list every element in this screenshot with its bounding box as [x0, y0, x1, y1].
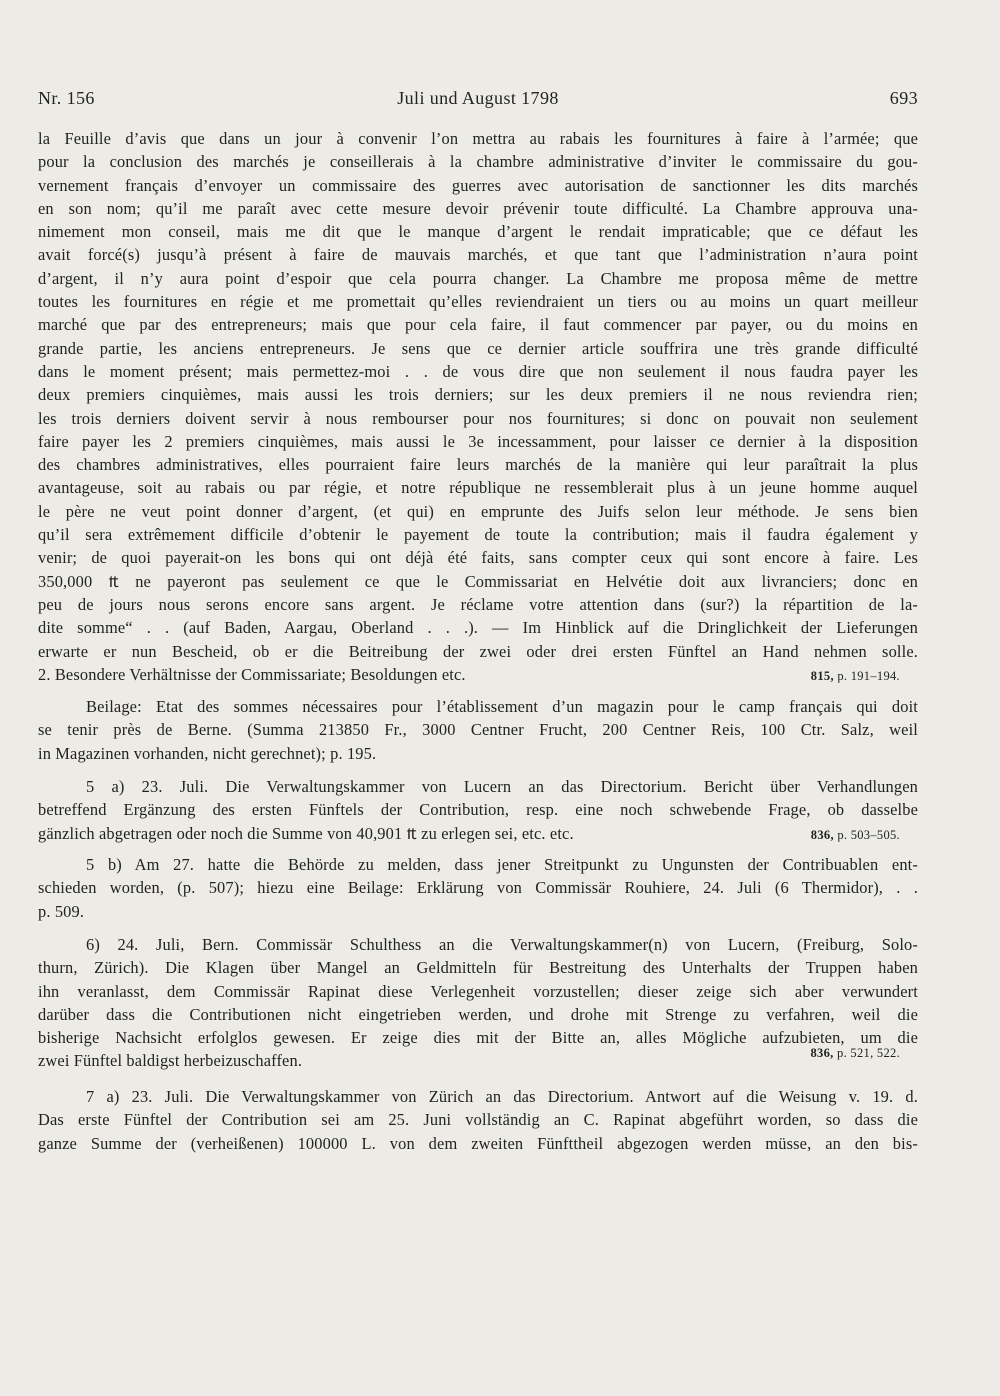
text-line: Das erste Fünftel der Contribution sei am 25. Juni vollständig an C. Rapinat abgeführt worden, so dass die: [38, 1110, 918, 1130]
text-line: dans le moment présent; mais permettez-moi . . de vous dire que non seulement il nous faudra payer les: [38, 361, 918, 381]
source-reference: [811, 1042, 901, 1065]
entry-5b: [38, 853, 918, 923]
text-line: 7 a) 23. Juli. Die Verwaltungskammer von Zürich an das Directorium. Antwort auf die Weisung v. 19. d.: [86, 1087, 918, 1106]
reference-pages: p. 503–505.: [837, 827, 900, 842]
text-line: la Feuille d’avis que dans un jour à convenir l’on mettra au rabais les fournitures à faire à l’armée; que: [38, 129, 918, 148]
text-line: se tenir près de Berne. (Summa 213850 Fr., 3000 Centner Frucht, 200 Centner Reis, 100 Ctr. Salz, weil: [38, 720, 918, 740]
text-line: gänzlich abgetragen oder noch die Summe von 40,901 ₶ zu erlegen sei, etc. etc.: [38, 823, 574, 843]
text-line: 350,000 ₶ ne payeront pas seulement ce que le Commissariat en Helvétie doit aux livranciers; donc en: [38, 571, 918, 591]
text-line: 2. Besondere Verhältnisse der Commissariate; Besoldungen etc.: [38, 664, 466, 684]
source-reference: [811, 824, 900, 847]
text-line: 5 b) Am 27. hatte die Behörde zu melden, dass jener Streitpunkt zu Ungunsten der Contribuablen ent-: [86, 855, 918, 874]
text-line: faire payer les 2 premiers cinquièmes, mais aussi le 3e incessamment, pour laisser ce dernier à la disposition: [38, 431, 918, 451]
text-line: d’argent, il n’y aura point d’espoir que cela pourra changer. La Chambre me proposa même de mettre: [38, 268, 918, 288]
document-number: Nr. 156: [38, 88, 95, 108]
text-line: avait forcé(s) jusqu’à présent à faire de mauvais marchés, et que tant que l’administration n’aura point: [38, 245, 918, 265]
text-line: venir; de quoi payerait-on les bons qui ont déjà été faits, sans compter ceux qui sont encore à faire. Les: [38, 548, 918, 568]
text-line: nimement mon conseil, mais me dit que le manque d’argent le rendait impraticable; que ce défaut les: [38, 222, 918, 242]
text-line: darüber dass die Contributionen nicht eingetrieben werden, und drohe mit Strenge zu verfahren, weil die: [38, 1004, 918, 1024]
entry-7a: [38, 1085, 918, 1155]
text-line: peu de jours nous serons encore sans argent. Je réclame votre attention dans (sur?) la répartition de la-: [38, 594, 918, 614]
text-line: 6) 24. Juli, Bern. Commissär Schulthess an die Verwaltungskammer(n) von Lucern, (Freiburg, Solo-: [86, 935, 918, 954]
text-line-with-reference: [38, 822, 918, 845]
text-line: thurn, Zürich). Die Klagen über Mangel an Geldmitteln für Bestreitung des Unterhalts der Truppen haben: [38, 958, 918, 978]
text-line: schieden worden, (p. 507); hiezu eine Beilage: Erklärung von Commissär Rouhiere, 24. Juli (6 Thermidor), . .: [38, 878, 918, 898]
text-line: zwei Fünftel baldigst herbeizuschaffen.: [38, 1051, 303, 1071]
text-line: Beilage: Etat des sommes nécessaires pour l’établissement d’un magazin pour le camp français qui doit: [86, 697, 918, 716]
text-line: grande partie, les anciens entrepreneurs. Je sens que ce dernier article souffrira une très grande difficulté: [38, 338, 918, 358]
page-number: 693: [889, 88, 918, 108]
text-line: vernement français d’envoyer un commissaire des guerres avec autorisation de sanctionner les dits marchés: [38, 175, 918, 195]
text-line: 5 a) 23. Juli. Die Verwaltungskammer von Lucern an das Directorium. Bericht über Verhandlungen: [86, 777, 918, 796]
text-line: dite somme“ . . (auf Baden, Aargau, Oberland . . .). — Im Hinblick auf die Dringlichkeit der Lieferungen: [38, 618, 918, 638]
text-line: marché que par des entrepreneurs; mais que pour cela faire, il faut commencer par payer, ou du moins en: [38, 315, 918, 335]
main-paragraph: [38, 127, 918, 686]
text-line: le père ne veut point donner d’argent, (et qui) en emprunte des Juifs selon leur méthode. Je sens bien: [38, 501, 918, 521]
running-title: Juli und August 1798: [397, 88, 559, 108]
entry-5a: [38, 775, 918, 845]
text-line: toutes les fournitures en régie et me promettait qu’elles reviendraient un tiers ou au moins un quart meilleur: [38, 292, 918, 312]
reference-number: 815,: [810, 668, 834, 683]
text-line: ihn veranlasst, dem Commissär Rapinat diese Verlegenheit vorzustellen; dieser zeige sich aber verwundert: [38, 981, 918, 1001]
text-line: in Magazinen vorhanden, nicht gerechnet); p. 195.: [38, 743, 377, 763]
reference-pages: p. 521, 522.: [837, 1046, 900, 1061]
text-line: erwarte er nun Bescheid, ob er die Beitreibung der zwei oder drei ersten Fünftel an Hand nehmen solle.: [38, 641, 918, 661]
page-header: [38, 88, 918, 118]
text-line: des chambres administratives, elles pourraient faire leurs marchés de la manière qui leur paraîtrait la plus: [38, 455, 918, 475]
text-line: en son nom; qu’il me paraît avec cette mesure devoir prévenir toute difficulté. La Chambre approuva una-: [38, 198, 918, 218]
entry-6: [38, 933, 918, 1073]
reference-pages: p. 191–194.: [837, 668, 900, 683]
text-line-with-reference: [38, 1046, 918, 1072]
source-reference: [811, 665, 900, 688]
text-line: p. 509.: [38, 901, 85, 921]
reference-number: 836,: [810, 827, 834, 842]
text-line: betreffend Ergänzung des ersten Fünftels der Contribution, resp. eine noch schwebende Frage, ob dasselbe: [38, 800, 918, 820]
text-line: avantageuse, soit au rabais ou par régie, et notre république ne ressemblerait plus à un jeune homme auquel: [38, 478, 918, 498]
text-line: les trois derniers doivent servir à nous rembourser pour nos fournitures; si donc on pouvait non seulement: [38, 408, 918, 428]
text-line: deux premiers cinquièmes, mais aussi les trois derniers; sur les deux premiers il ne nous reviendra rien;: [38, 385, 918, 405]
text-line: ganze Summe der (verheißenen) 100000 L. von dem zweiten Fünfttheil abgezogen werden müsse, an den bis-: [38, 1133, 918, 1153]
reference-number: 836,: [810, 1046, 834, 1061]
text-line-with-reference: [38, 663, 918, 686]
text-line: bisherige Nachsicht erfolglos gewesen. Er zeige dies mit der Bitte an, alles Mögliche aufzubieten, um die: [38, 1028, 918, 1048]
beilage-paragraph: [38, 695, 918, 765]
text-line: qu’il sera extrêmement difficile d’obtenir le payement de toute la contribution; mais il faudra également y: [38, 525, 918, 545]
text-line: pour la conclusion des marchés je conseillerais à la chambre administrative d’inviter le commissaire du gou-: [38, 152, 918, 172]
